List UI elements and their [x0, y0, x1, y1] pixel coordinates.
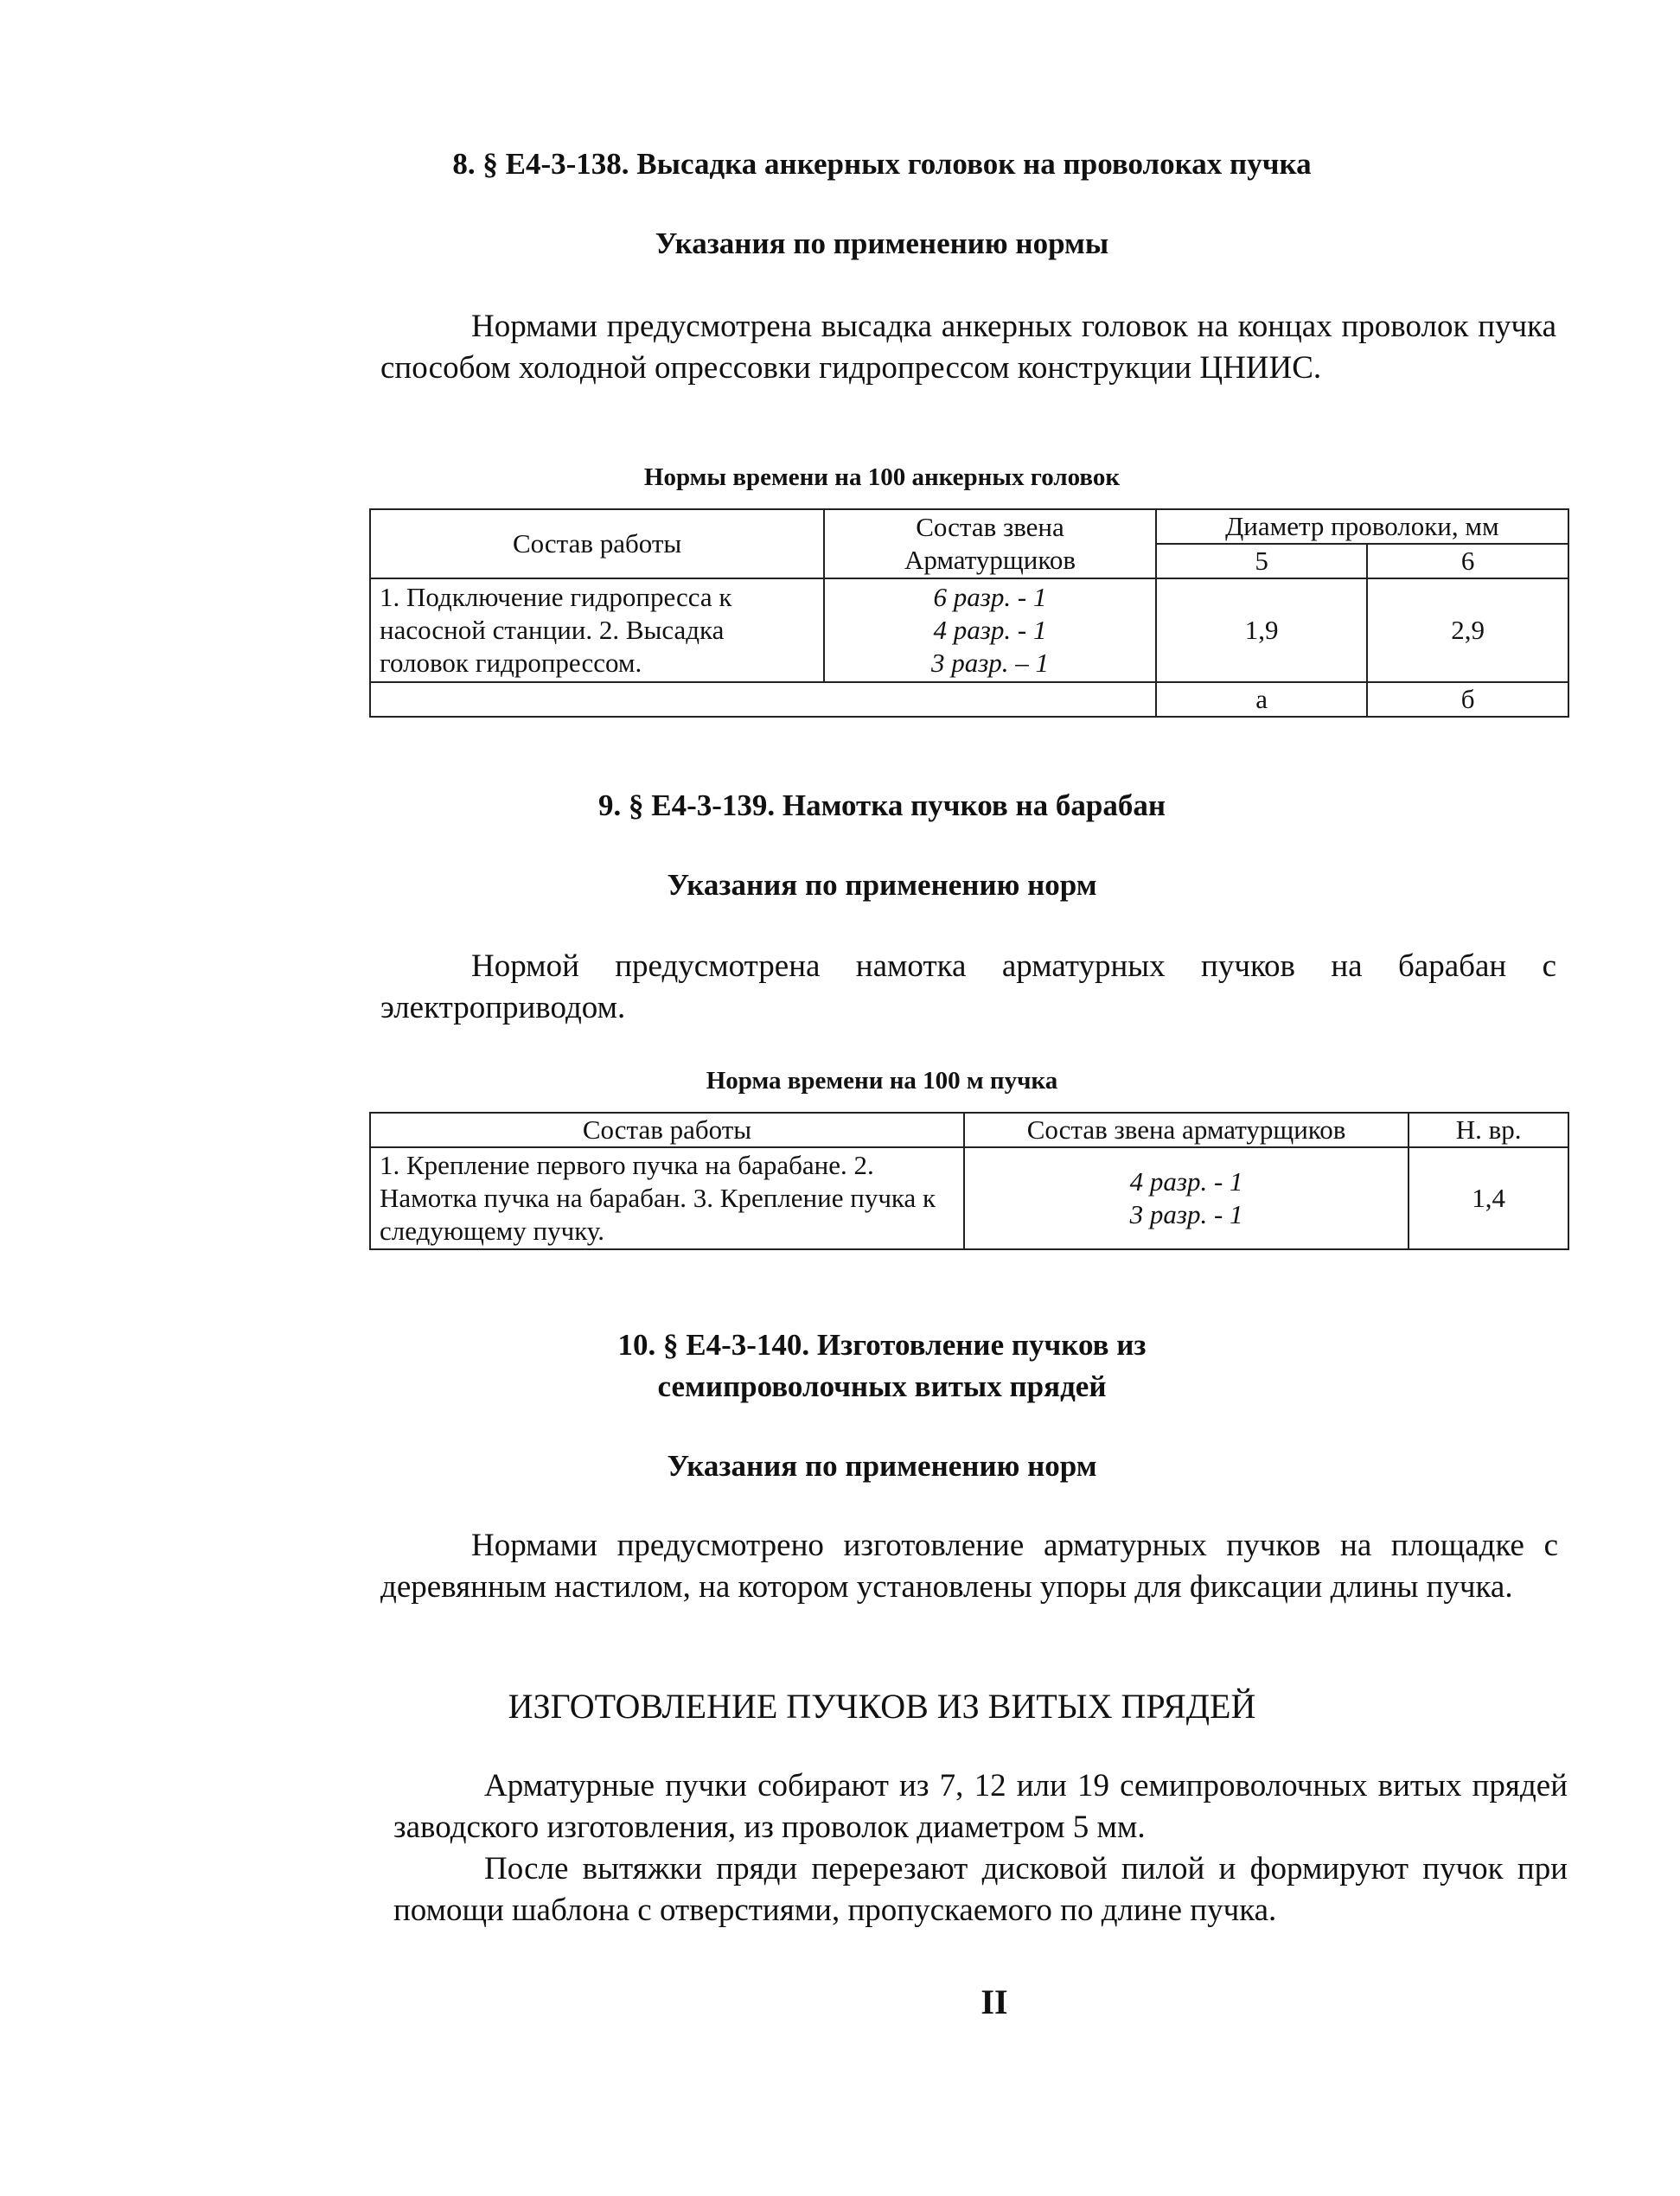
value-diameter-6: 2,9: [1367, 578, 1568, 682]
section-9-table-caption: Норма времени на 100 м пучка: [706, 1067, 1058, 1095]
section-9-title: 9. § Е4-3-139. Намотка пучков на барабан: [597, 788, 1166, 822]
header-time-norm: Н. вр.: [1409, 1113, 1568, 1147]
section-10-subtitle: Указания по применению норм: [667, 1449, 1097, 1483]
row-work-description: 1. Крепление первого пучка на барабане. 2. Намотка пучка на барабан. 3. Крепление пучка к следующему пучку.: [370, 1147, 964, 1249]
crew-item: 4 разр. - 1: [933, 615, 1047, 645]
row-crew-list: [964, 1147, 1409, 1249]
header-crew-composition: Состав звена арматурщиков: [964, 1113, 1409, 1147]
section-8-subtitle: Указания по применению нормы: [655, 227, 1109, 260]
row-crew-list: [824, 578, 1156, 682]
section-10-title-line-2: семипроволочных витых прядей: [657, 1369, 1107, 1403]
index-row-empty: [370, 682, 1156, 717]
section-9-subtitle: Указания по применению норм: [667, 868, 1097, 902]
value-time-norm: 1,4: [1409, 1147, 1568, 1249]
section-8-title: 8. § Е4-3-138. Высадка анкерных головок на проволоках пучка: [452, 147, 1312, 181]
header-diameter-5: 5: [1156, 544, 1368, 578]
section-8-norms-table: [369, 508, 1569, 718]
crew-item: 3 разр. – 1: [930, 648, 1050, 678]
section-9-norms-table: [369, 1112, 1569, 1250]
section-8-paragraph: Нормами предусмотрена высадка анкерных головок на концах проволок пучка способом холодной опрессовки гидропрессом конструкции ЦНИИС.: [380, 309, 1556, 386]
index-b: б: [1367, 682, 1568, 717]
crew-item: 6 разр. - 1: [933, 582, 1047, 612]
section-9-paragraph: Нормой предусмотрена намотка арматурных пучков на барабан с электроприводом.: [380, 948, 1556, 1025]
page-number: II: [981, 1982, 1008, 2021]
section-10-title-line-1: 10. § Е4-3-140. Изготовление пучков из: [617, 1328, 1147, 1362]
section-title-twisted-strands: ИЗГОТОВЛЕНИЕ ПУЧКОВ ИЗ ВИТЫХ ПРЯДЕЙ: [508, 1687, 1256, 1726]
section-8-table-caption: Нормы времени на 100 анкерных головок: [643, 463, 1121, 491]
header-work-composition: Состав работы: [370, 509, 824, 578]
crew-item: 3 разр. - 1: [1129, 1199, 1243, 1229]
header-crew-composition: Состав звена Арматурщиков: [824, 509, 1156, 578]
section-10-paragraph: Нормами предусмотрено изготовление арматурных пучков на площадке с деревянным настилом, на котором установлены упоры для фиксации длины пучка.: [380, 1528, 1558, 1605]
header-wire-diameter: Диаметр проволоки, мм: [1156, 509, 1568, 544]
header-work-composition: Состав работы: [370, 1113, 964, 1147]
paragraph-strand-cutting: После вытяжки пряди перерезают дисковой пилой и формируют пучок при помощи шаблона с отверстиями, пропускаемого по длине пучка.: [393, 1851, 1568, 1928]
header-diameter-6: 6: [1367, 544, 1568, 578]
crew-item: 4 разр. - 1: [1129, 1166, 1243, 1197]
paragraph-bundle-assembly: Арматурные пучки собирают из 7, 12 или 19 семипроволочных витых прядей заводского изготовления, из проволок диаметром 5 мм.: [393, 1768, 1568, 1845]
index-a: а: [1156, 682, 1368, 717]
row-work-description: 1. Подключение гидропресса к насосной станции. 2. Высадка головок гидропрессом.: [370, 578, 824, 682]
value-diameter-5: 1,9: [1156, 578, 1368, 682]
